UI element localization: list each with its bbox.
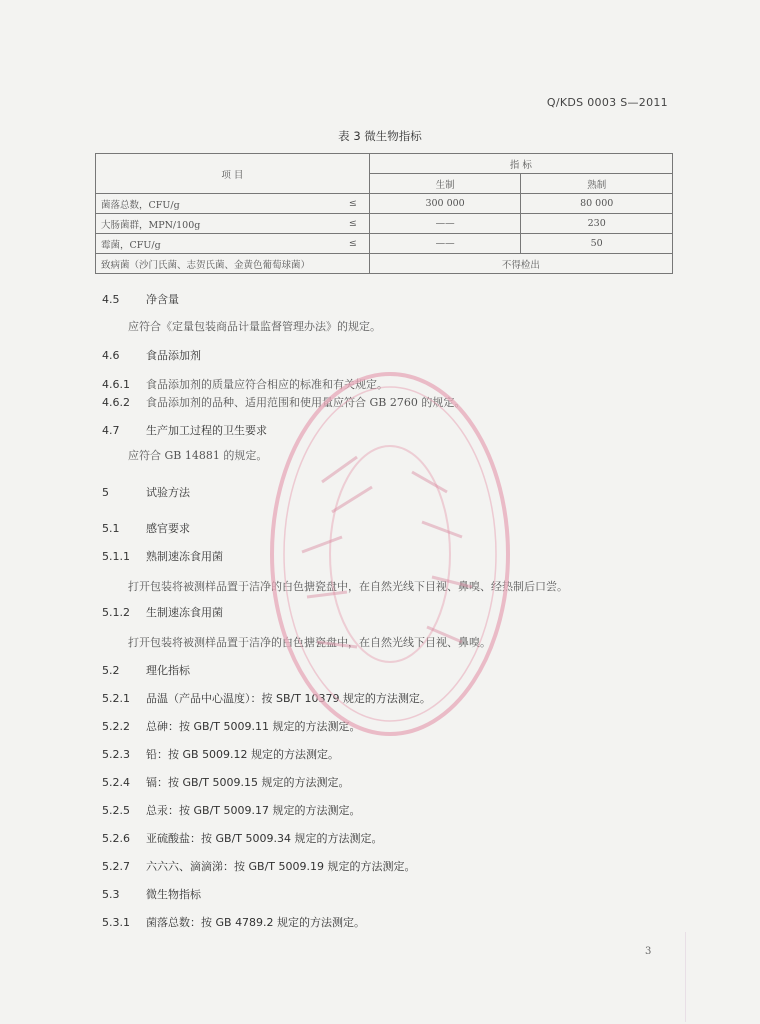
section-line [102, 718, 360, 734]
section-number: 4.5 [102, 293, 120, 306]
table-row [96, 254, 673, 274]
paragraph-text: 打开包装将被测样品置于洁净的白色搪瓷盘中，在自然光线下目视、鼻嗅、经热制后口尝。 [128, 580, 568, 593]
section-line [102, 484, 190, 500]
section-heading: 试验方法 [146, 486, 190, 499]
section-line [102, 886, 201, 902]
section-number: 5.1.2 [102, 606, 130, 619]
header-indicator: 指 标 [369, 154, 672, 174]
section-number: 5.2 [102, 664, 120, 677]
microbial-indicator-table [95, 153, 673, 274]
section-heading: 品温（产品中心温度）：按 SB/T 10379 规定的方法测定。 [146, 692, 431, 705]
section-heading: 生产加工过程的卫生要求 [146, 424, 267, 437]
page-number: 3 [645, 946, 652, 957]
section-line [102, 802, 360, 818]
section-number: 5.2.5 [102, 804, 130, 817]
section-heading: 食品添加剂的品种、适用范围和使用量应符合 GB 2760 的规定。 [146, 396, 466, 409]
section-line [102, 376, 388, 392]
header-raw: 生制 [369, 174, 521, 194]
section-line [102, 914, 365, 930]
row-merged-value: 不得检出 [369, 254, 672, 274]
section-heading: 感官要求 [146, 522, 190, 535]
row-name: 致病菌（沙门氏菌、志贺氏菌、金黄色葡萄球菌） [96, 254, 370, 274]
section-line [102, 774, 349, 790]
section-line [102, 422, 267, 438]
section-heading: 食品添加剂 [146, 349, 201, 362]
section-number: 4.6.1 [102, 378, 130, 391]
section-number: 5.2.4 [102, 776, 130, 789]
row-operator: ≤ [331, 234, 369, 254]
section-line [102, 662, 190, 678]
section-number: 5 [102, 486, 109, 499]
header-cooked: 熟制 [521, 174, 673, 194]
row-name: 霉菌，CFU/g [96, 234, 332, 254]
section-number: 5.1.1 [102, 550, 130, 563]
header-item: 项 目 [96, 154, 370, 194]
row-cooked-value: 230 [521, 214, 673, 234]
section-number: 4.6.2 [102, 396, 130, 409]
section-line [102, 394, 465, 410]
row-cooked-value: 50 [521, 234, 673, 254]
section-number: 5.2.6 [102, 832, 130, 845]
section-heading: 总砷：按 GB/T 5009.11 规定的方法测定。 [146, 720, 361, 733]
paragraph-line [128, 318, 381, 334]
section-line [102, 291, 179, 307]
table-header-row [96, 154, 673, 174]
section-heading: 生制速冻食用菌 [146, 606, 223, 619]
section-number: 5.1 [102, 522, 120, 535]
row-raw-value: —— [369, 214, 521, 234]
section-number: 5.2.1 [102, 692, 130, 705]
table-row [96, 214, 673, 234]
section-heading: 镉：按 GB/T 5009.15 规定的方法测定。 [146, 776, 350, 789]
row-raw-value: 300 000 [369, 194, 521, 214]
section-heading: 铅：按 GB 5009.12 规定的方法测定。 [146, 748, 340, 761]
section-line [102, 830, 382, 846]
section-heading: 食品添加剂的质量应符合相应的标准和有关规定。 [146, 378, 388, 391]
section-number: 5.3.1 [102, 916, 130, 929]
section-heading: 亚硫酸盐：按 GB/T 5009.34 规定的方法测定。 [146, 832, 383, 845]
paragraph-text: 打开包装将被测样品置于洁净的白色搪瓷盘中，在自然光线下目视、鼻嗅。 [128, 636, 491, 649]
section-heading: 熟制速冻食用菌 [146, 550, 223, 563]
row-operator: ≤ [331, 194, 369, 214]
row-name: 大肠菌群，MPN/100g [96, 214, 332, 234]
scan-edge [685, 932, 686, 1022]
row-name: 菌落总数，CFU/g [96, 194, 332, 214]
section-heading: 微生物指标 [146, 888, 201, 901]
section-line [102, 520, 190, 536]
section-heading: 六六六、滴滴涕：按 GB/T 5009.19 规定的方法测定。 [146, 860, 416, 873]
section-number: 5.2.3 [102, 748, 130, 761]
section-heading: 总汞：按 GB/T 5009.17 规定的方法测定。 [146, 804, 361, 817]
standard-code: Q/KDS 0003 S—2011 [546, 96, 668, 109]
section-number: 5.2.7 [102, 860, 130, 873]
table-row [96, 234, 673, 254]
row-cooked-value: 80 000 [521, 194, 673, 214]
paragraph-line [128, 578, 568, 594]
section-heading: 菌落总数：按 GB 4789.2 规定的方法测定。 [146, 916, 366, 929]
section-number: 5.3 [102, 888, 120, 901]
official-seal [262, 362, 518, 746]
paragraph-line [128, 634, 491, 650]
paragraph-text: 应符合《定量包装商品计量监督管理办法》的规定。 [128, 320, 381, 333]
section-line [102, 347, 201, 363]
section-line [102, 548, 223, 564]
section-line [102, 746, 339, 762]
row-raw-value: —— [369, 234, 521, 254]
section-heading: 净含量 [146, 293, 179, 306]
row-operator: ≤ [331, 214, 369, 234]
section-line [102, 858, 415, 874]
section-number: 4.7 [102, 424, 120, 437]
section-heading: 理化指标 [146, 664, 190, 677]
section-number: 5.2.2 [102, 720, 130, 733]
section-number: 4.6 [102, 349, 120, 362]
table-title: 表 3 微生物指标 [338, 129, 422, 143]
section-line [102, 690, 431, 706]
section-line [102, 604, 223, 620]
paragraph-text: 应符合 GB 14881 的规定。 [128, 449, 268, 462]
table-row [96, 194, 673, 214]
paragraph-line [128, 447, 267, 463]
